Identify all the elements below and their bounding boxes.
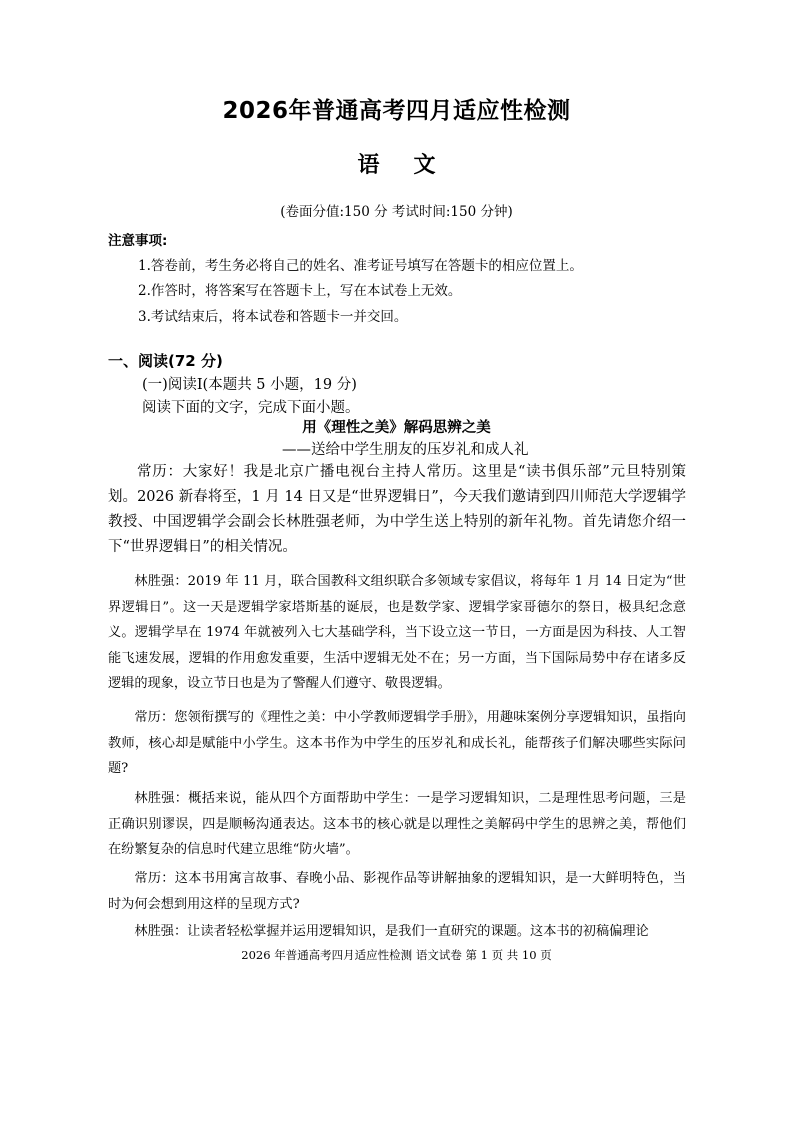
article-paragraph: 常历：大家好！我是北京广播电视台主持人常历。这里是“读书俱乐部”元旦特别策划。2026 新春将至，1 月 14 日又是“世界逻辑日”，今天我们邀请到四川师范大学逻辑学教授、中国逻辑学会副会长林胜强老师，为中学生送上特别的新年礼物。首先请您介绍一下“世界逻辑日”的相关情况。 bbox=[108, 464, 686, 555]
article-paragraph: 常历：您领衔撰写的《理性之美：中小学教师逻辑学手册》，用趣味案例分享逻辑知识，虽指向教师，核心却是赋能中小学生。这本书作为中学生的压岁礼和成长礼，能帮孩子们解决哪些实际问题? bbox=[108, 710, 686, 776]
article-title: 用《理性之美》解码思辨之美 bbox=[302, 420, 491, 436]
notice-item: 3.考试结束后，将本试卷和答题卡一并交回。 bbox=[138, 309, 408, 325]
article-paragraph: 林胜强：让读者轻松掌握并运用逻辑知识，是我们一直研究的课题。这本书的初稿偏理论 bbox=[134, 924, 649, 939]
article-paragraph: 林胜强：2019 年 11 月，联合国教科文组织联合多领域专家倡议，将每年 1 月 14 日定为“世界逻辑日”。这一天是逻辑学家塔斯基的诞辰，也是数学家、逻辑学家哥德尔的祭日，极具纪念意义。逻辑学早在 1974 年就被列入七大基础学科，当下设立这一节日，一方面是因为科技、人工智能飞速发展，逻辑的作用愈发重要，生活中逻辑无处不在；另一方面，当下国际局势中存在诸多反逻辑的现象，设立节日也是为了警醒人们遵守、敬畏逻辑。 bbox=[108, 574, 686, 691]
subject-char-1: 语 bbox=[357, 153, 380, 178]
notice-heading: 注意事项: bbox=[108, 233, 168, 249]
notice-item: 1.答卷前，考生务必将自己的姓名、准考证号填写在答题卡的相应位置上。 bbox=[138, 258, 583, 274]
article-paragraph: 林胜强：概括来说，能从四个方面帮助中学生：一是学习逻辑知识，二是理性思考问题，三是正确识别谬误，四是顺畅沟通表达。这本书的核心就是以理性之美解码中学生的思辨之美，帮他们在纷繁复杂的信息时代建立思维“防火墙”。 bbox=[108, 791, 686, 857]
article-subtitle: ——送给中学生朋友的压岁礼和成人礼 bbox=[282, 442, 529, 458]
subject-title bbox=[0, 148, 793, 179]
notice-item: 2.作答时，将答案写在答题卡上，写在本试卷上无效。 bbox=[138, 283, 462, 299]
part-heading: (一)阅读Ⅰ(本题共 5 小题，19 分) bbox=[142, 377, 357, 393]
exam-info: (卷面分值:150 分 考试时间:150 分钟) bbox=[280, 204, 513, 220]
article-paragraph: 常历：这本书用寓言故事、春晚小品、影视作品等讲解抽象的逻辑知识，是一大鲜明特色，当时为何会想到用这样的呈现方式? bbox=[108, 871, 686, 912]
exam-title: 2026年普通高考四月适应性检测 bbox=[222, 98, 571, 124]
page-footer: 2026 年普通高考四月适应性检测 语文试卷 第 1 页 共 10 页 bbox=[241, 948, 552, 962]
section-heading: 一、阅读(72 分) bbox=[108, 352, 223, 370]
reading-instruction: 阅读下面的文字，完成下面小题。 bbox=[142, 400, 360, 416]
subject-char-2: 文 bbox=[413, 153, 436, 178]
